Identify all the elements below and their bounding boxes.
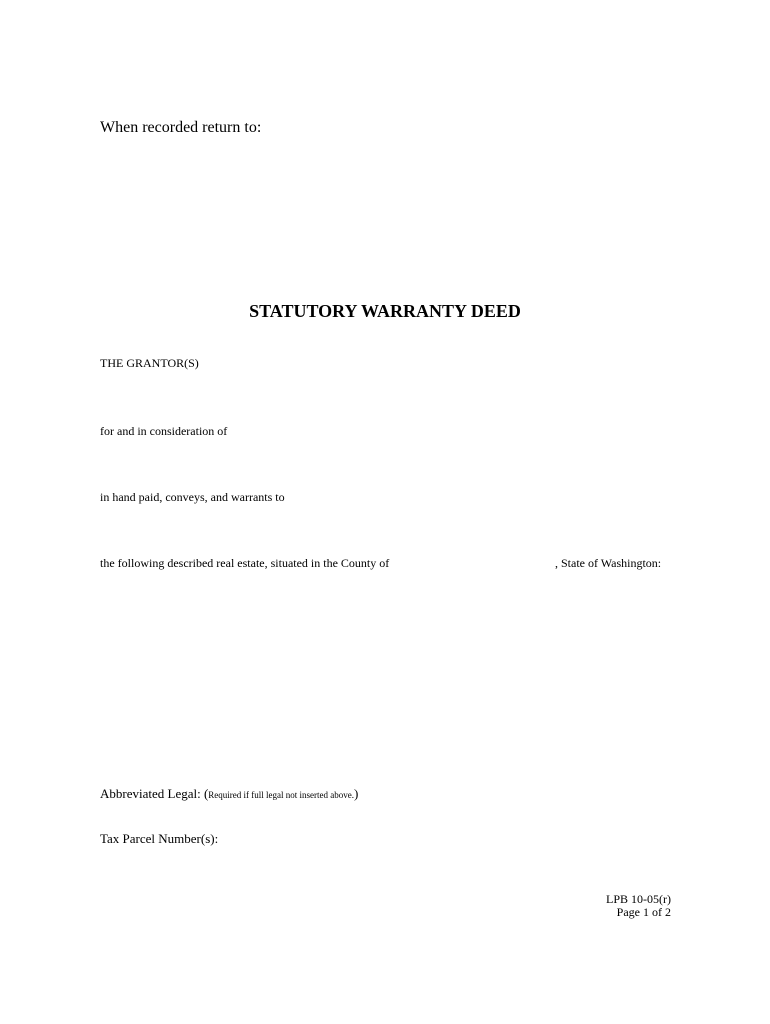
abbreviated-legal-note: Required if full legal not inserted above. xyxy=(208,790,355,800)
document-title: STATUTORY WARRANTY DEED xyxy=(249,301,521,321)
page-indicator: Page 1 of 2 xyxy=(616,905,671,919)
abbreviated-legal-line xyxy=(100,787,358,800)
form-code: LPB 10-05(r) xyxy=(606,892,671,906)
page-footer xyxy=(606,893,671,919)
county-label: the following described real estate, situated in the County of xyxy=(100,556,390,570)
grantor-label: THE GRANTOR(S) xyxy=(100,356,199,370)
state-label: , State of Washington: xyxy=(555,556,662,570)
abbreviated-legal-close: ) xyxy=(354,786,359,801)
consideration-label: for and in consideration of xyxy=(100,424,228,438)
abbreviated-legal-label: Abbreviated Legal: ( xyxy=(100,786,209,801)
conveys-label: in hand paid, conveys, and warrants to xyxy=(100,490,285,504)
tax-parcel-label: Tax Parcel Number(s): xyxy=(100,831,219,846)
return-to-label: When recorded return to: xyxy=(100,119,262,136)
